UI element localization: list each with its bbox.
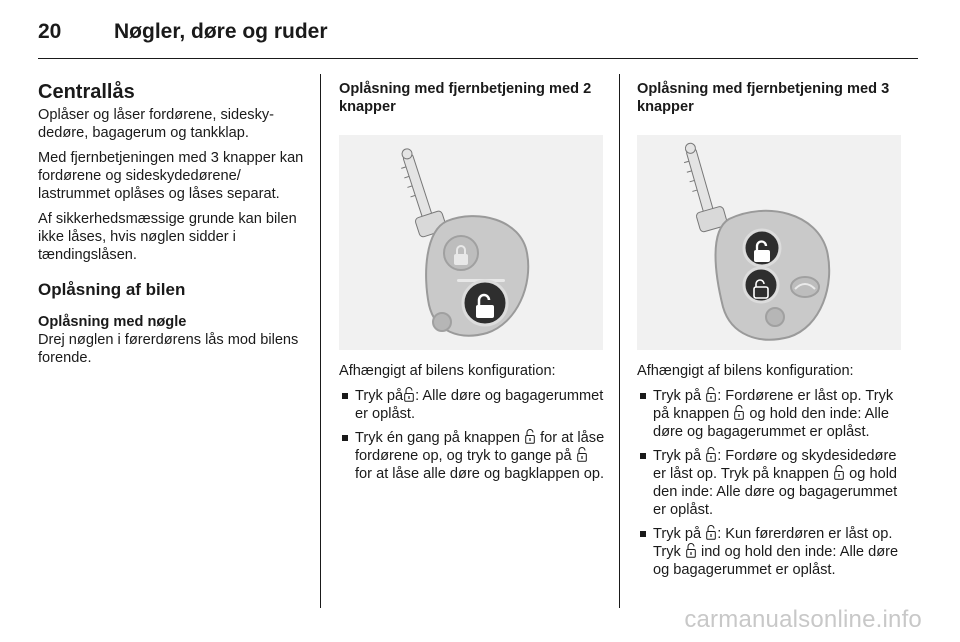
list-item: Tryk én gang på knappen for at låse fordørene op, og tryk to gange på for at låse alle døre og bagklappen op. bbox=[339, 429, 605, 483]
paragraph: Med fjernbetjeningen med 3 knapper kan fordørene og sideskydedørene/ lastrummet oplåses og låses separat. bbox=[38, 150, 304, 202]
unlock-icon bbox=[525, 429, 535, 444]
page-number: 20 bbox=[38, 20, 62, 43]
key-fob-2-buttons-illustration bbox=[339, 135, 603, 350]
key-fob-3-buttons-illustration bbox=[637, 135, 901, 350]
page-title: Nøgler, døre og ruder bbox=[114, 20, 328, 43]
paragraph: Drej nøglen i førerdørens lås mod bilens forende. bbox=[38, 332, 299, 366]
intro-text: Afhængigt af bilens konfiguration: bbox=[339, 363, 556, 379]
unlock-icon bbox=[706, 525, 716, 540]
intro-text: Afhængigt af bilens konfiguration: bbox=[637, 363, 854, 379]
subsection-heading: Oplåsning af bilen bbox=[38, 280, 186, 299]
key-fob-icon bbox=[339, 135, 603, 350]
right-column bbox=[637, 80, 903, 585]
unlock-icon bbox=[577, 447, 587, 462]
column-divider-1 bbox=[320, 74, 321, 608]
watermark: carmanualsonline.info bbox=[684, 606, 922, 633]
unlock-icon bbox=[706, 387, 716, 402]
key-fob-icon bbox=[637, 135, 901, 350]
list-item: Tryk på : Fordøre og skydesidedøre er låst op. Tryk på knappen og hold den inde: Alle døre og bagagerummet er oplåst. bbox=[637, 447, 903, 519]
unlock-icon bbox=[404, 387, 414, 402]
middle-column bbox=[339, 80, 605, 489]
unlock-icon bbox=[686, 543, 696, 558]
unlock-icon bbox=[834, 465, 844, 480]
list-item: Tryk på : Kun førerdøren er låst op. Tryk ind og hold den inde: Alle døre og bagagerummet er oplåst. bbox=[637, 525, 903, 579]
unlock-icon bbox=[734, 405, 744, 420]
unlock-icon bbox=[706, 447, 716, 462]
column-divider-2 bbox=[619, 74, 620, 608]
section-heading: Centrallås bbox=[38, 81, 135, 103]
header-rule bbox=[38, 58, 918, 59]
list-item: Tryk på : Alle døre og bagagerummet er oplåst. bbox=[339, 387, 605, 423]
sub-subsection-heading: Oplåsning med nøgle bbox=[38, 314, 187, 330]
paragraph: Oplåser og låser fordørene, sideskydedøre, bagagerum og tankklap. bbox=[38, 107, 275, 141]
bullet-list bbox=[339, 387, 605, 483]
paragraph: Af sikkerhedsmæssige grunde kan bilen ikke låses, hvis nøglen sidder i tændingslåsen. bbox=[38, 211, 297, 263]
bullet-list bbox=[637, 387, 903, 579]
list-item: Tryk på : Fordørene er låst op. Tryk på knappen og hold den inde: Alle døre og bagagerummet er oplåst. bbox=[637, 387, 903, 441]
left-column bbox=[38, 80, 308, 374]
section-heading: Oplåsning med fjernbetjening med 2 knapper bbox=[339, 81, 592, 115]
section-heading: Oplåsning med fjernbetjening med 3 knapper bbox=[637, 81, 890, 115]
